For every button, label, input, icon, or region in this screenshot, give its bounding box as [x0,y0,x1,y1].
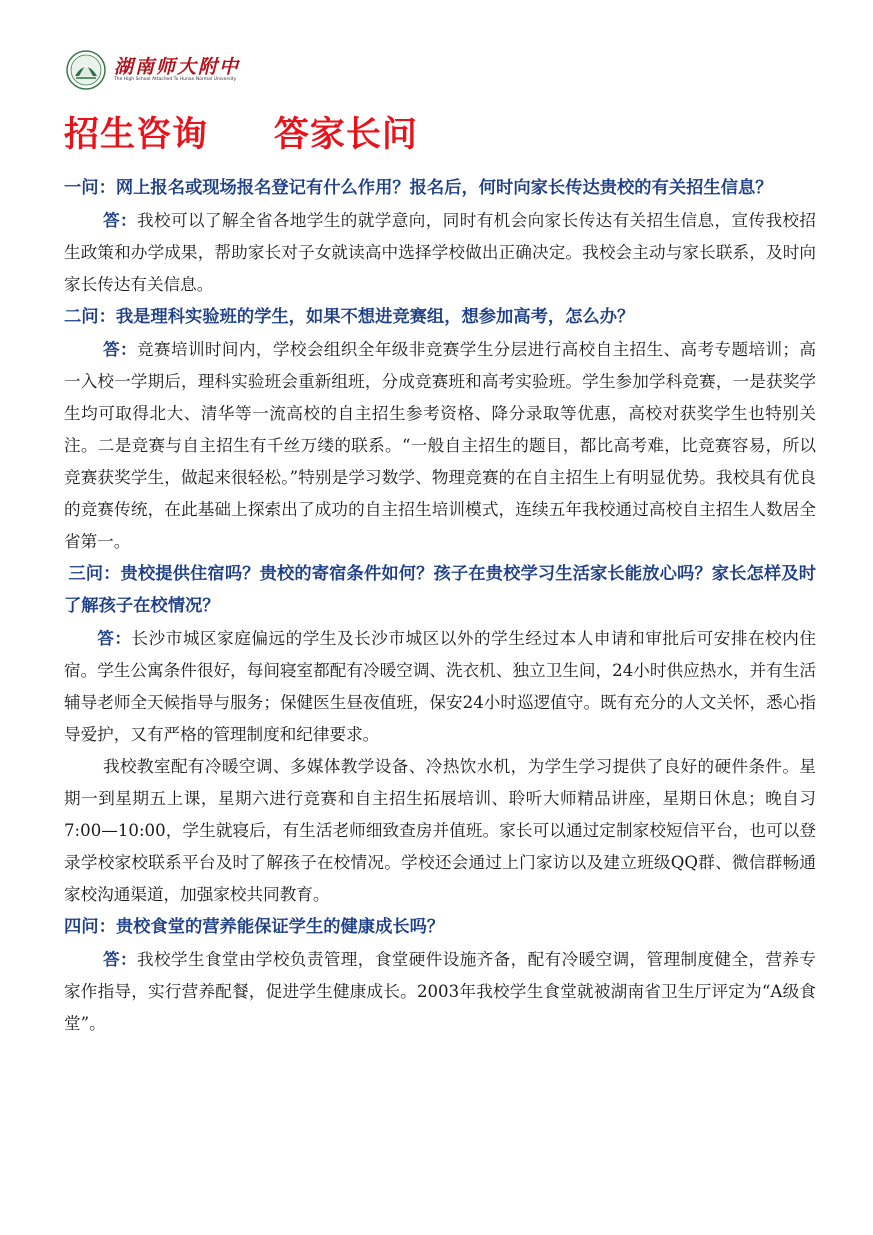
answer-1 [64,204,816,301]
answer-3 [64,622,816,751]
answer-label: 答： [97,628,132,648]
answer-3-extra: 我校教室配有冷暖空调、多媒体教学设备、冷热饮水机，为学生学习提供了良好的硬件条件。星期一到星期五上课，星期六进行竞赛和自主招生拓展培训、聆听大师精品讲座，星期日休息；晚自习7:00—10:00，学生就寝后，有生活老师细致查房并值班。家长可以通过定制家校短信平台，也可以登录学校家校联系平台及时了解孩子在校情况。学校还会通过上门家访以及建立班级QQ群、微信群畅通家校沟通渠道，加强家校共同教育。 [64,757,816,904]
answer-label: 答： [103,949,137,969]
answer-text: 长沙市城区家庭偏远的学生及长沙市城区以外的学生经过本人申请和审批后可安排在校内住宿。学生公寓条件很好，每间寝室都配有冷暖空调、洗衣机、独立卫生间，24小时供应热水，并有生活辅导老师全天候指导与服务；保健医生昼夜值班，保安24小时巡逻值守。既有充分的人文关怀，悉心指导爱护，又有严格的管理制度和纪律要求。 [64,629,817,744]
question-4: 四问：贵校食堂的营养能保证学生的健康成长吗？ [64,917,445,937]
answer-text: 我校学生食堂由学校负责管理，食堂硬件设施齐备，配有冷暖空调，管理制度健全，营养专家作指导，实行营养配餐，促进学生健康成长。2003年我校学生食堂就被湖南省卫生厅评定为“A级食堂”。 [64,950,817,1033]
answer-label: 答： [103,210,137,230]
school-name: 湖南师大附中 [114,56,241,78]
answer-text: 我校可以了解全省各地学生的就学意向，同时有机会向家长传达有关招生信息，宣传我校招生政策和办学成果，帮助家长对子女就读高中选择学校做出正确决定。我校会主动与家长联系，及时向家长传达有关信息。 [64,211,817,294]
question-2: 二问：我是理科实验班的学生，如果不想进竞赛组，想参加高考，怎么办？ [64,307,635,327]
school-header [66,50,241,90]
school-name-en: The High School Attached To Hunan Normal University [114,77,237,82]
answer-2 [64,333,816,558]
question-1: 一问：网上报名或现场报名登记有什么作用？报名后，何时向家长传达贵校的有关招生信息？ [64,178,773,198]
answer-4 [64,943,816,1040]
answer-text: 竞赛培训时间内，学校会组织全年级非竞赛学生分层进行高校自主招生、高考专题培训；高一入校一学期后，理科实验班会重新组班，分成竞赛班和高考实验班。学生参加学科竞赛，一是获奖学生均可取得北大、清华等一流高校的自主招生参考资格、降分录取等优惠，高校对获奖学生也特别关注。二是竞赛与自主招生有千丝万缕的联系。“一般自主招生的题目，都比高考难，比竞赛容易，所以竞赛获奖学生，做起来很轻松。”特别是学习数学、物理竞赛的在自主招生上有明显优势。我校具有优良的竞赛传统，在此基础上探索出了成功的自主招生培训模式，连续五年我校通过高校自主招生人数居全省第一。 [64,340,817,551]
question-3: 三问：贵校提供住宿吗？贵校的寄宿条件如何？孩子在贵校学习生活家长能放心吗？家长怎样及时了解孩子在校情况？ [64,564,816,616]
answer-label: 答： [103,339,137,359]
page-title: 招生咨询 答家长问 [64,115,418,155]
qa-content [64,172,816,1040]
school-emblem-icon [66,50,106,90]
